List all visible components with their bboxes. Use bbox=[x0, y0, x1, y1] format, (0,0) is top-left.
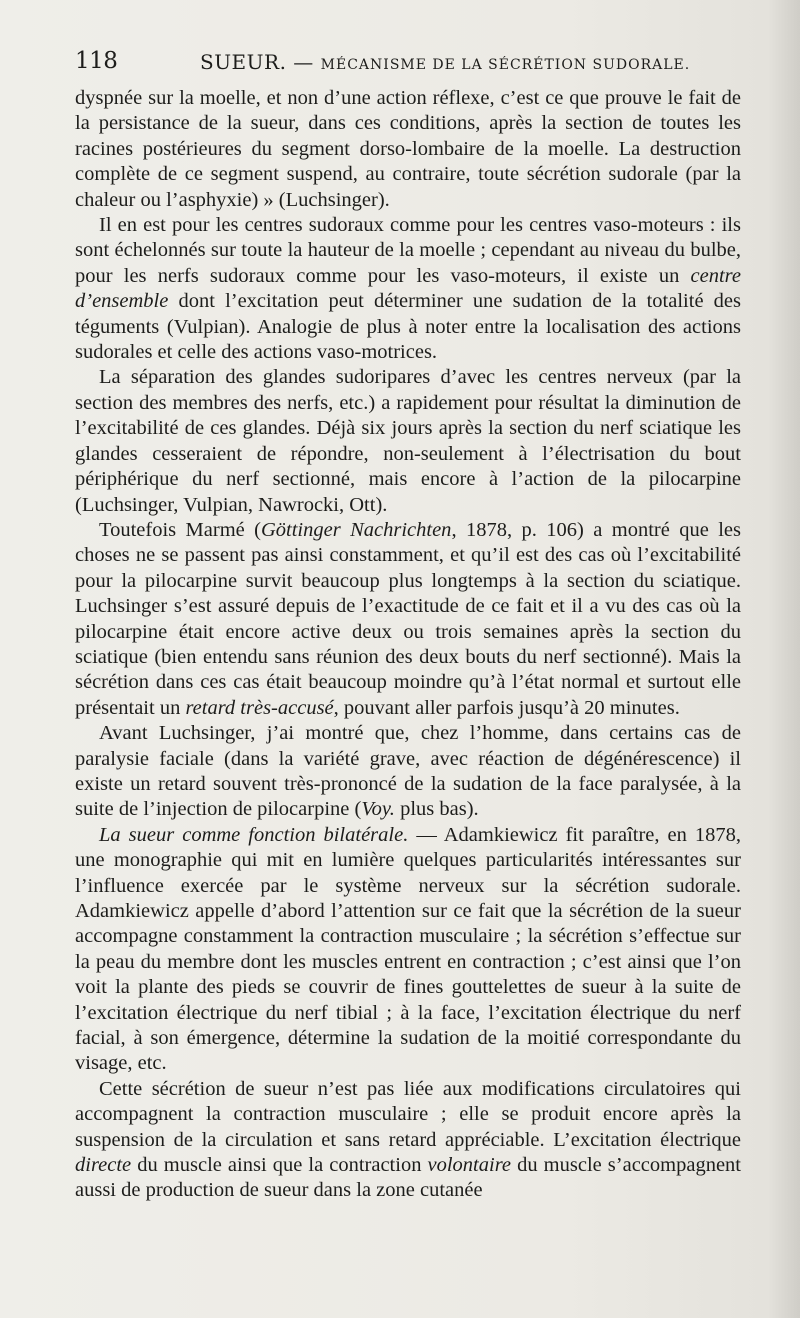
section-heading: La sueur comme fonction bilatérale. bbox=[99, 823, 409, 846]
body-text bbox=[75, 86, 741, 1204]
paragraph: Toutefois Marmé (Göttinger Nachrichten, 1878, p. 106) a montré que les choses ne se passent pas ainsi constamment, et qu’il est des cas où l’excitabilité pour la pilocarpine survit beaucoup plus longtemps à la section du sciatique. Luchsinger s’est assuré depuis de l’exactitude de ce fait et il a vu des cas où la pilocarpine était encore active deux ou trois semaines après la section du sciatique (bien entendu sans réunion des deux bouts du nerf sectionné). Mais la sécrétion dans ces cas était beaucoup moindre qu’à l’état normal et surtout elle présentait un retard très-accusé, pouvant aller parfois jusqu’à 20 minutes. bbox=[75, 518, 741, 719]
paragraph: Avant Luchsinger, j’ai montré que, chez l’homme, dans certains cas de paralysie faciale (dans la variété grave, avec réaction de dégénérescence) il existe un retard souvent très-prononcé de la sudation de la face paralysée, à la suite de l’injection de pilocarpine (Voy. plus bas). bbox=[75, 722, 741, 821]
running-title-main: SUEUR. bbox=[200, 50, 287, 74]
paragraph: Cette sécrétion de sueur n’est pas liée aux modifications circulatoires qui accompagnent la contraction musculaire ; elle se produit encore après la suspension de la circulation et sans retard appréciable. L’excitation électrique directe du muscle ainsi que la contraction volontaire du muscle s’accompagnent aussi de production de sueur dans la zone cutanée bbox=[75, 1077, 741, 1202]
paragraph: Il en est pour les centres sudoraux comme pour les centres vaso-moteurs : ils sont échelonnés sur toute la hauteur de la moelle ; cependant au niveau du bulbe, pour les nerfs sudoraux comme pour les vaso-moteurs, il existe un centre d’ensemble dont l’excitation peut déterminer une sudation de la totalité des téguments (Vulpian). Analogie de plus à noter entre la localisation des actions sudorales et celle des actions vaso-motrices. bbox=[75, 214, 741, 364]
paragraph: dyspnée sur la moelle, et non d’une action réflexe, c’est ce que prouve le fait de la persistance de la sueur, dans ces conditions, après la section de toutes les racines postérieures du segment dorso-lombaire de la moelle. La destruction complète de ce segment suspend, au contraire, toute sécrétion sudorale (par la chaleur ou l’asphyxie) » (Luchsinger). bbox=[75, 87, 741, 211]
paragraph: La sueur comme fonction bilatérale. — Adamkiewicz fit paraître, en 1878, une monographie qui mit en lumière quelques particularités intéressantes sur l’influence exercée par le système nerveux sur la sécrétion sudorale. Adamkiewicz appelle d’abord l’attention sur ce fait que la sécrétion de la sueur accompagne constamment la contraction musculaire ; la sécrétion s’effectue sur la peau du membre dont les muscles entrent en contraction ; c’est ainsi que l’on voit la plante des pieds se couvrir de fines gouttelettes de sueur à la suite de l’excitation électrique du nerf tibial ; à la face, l’excitation électrique du nerf facial, à son émergence, détermine la sudation de la moitié correspondante du visage, etc. bbox=[75, 823, 742, 1075]
running-title bbox=[200, 50, 690, 74]
page-header bbox=[75, 48, 745, 82]
running-title-sub: MÉCANISME DE LA SÉCRÉTION SUDORALE. bbox=[320, 57, 691, 73]
running-title-dash: — bbox=[286, 50, 321, 74]
page-number: 118 bbox=[75, 48, 118, 74]
paragraph: La séparation des glandes sudoripares d’avec les centres nerveux (par la section des membres des nerfs, etc.) a rapidement pour résultat la diminution de l’excitabilité de ces glandes. Déjà six jours après la section du nerf sciatique les glandes cesseraient de répondre, non-seulement à l’électrisation du bout périphérique du nerf sectionné, mais encore à l’action de la pilocarpine (Luchsinger, Vulpian, Nawrocki, Ott). bbox=[75, 366, 741, 516]
